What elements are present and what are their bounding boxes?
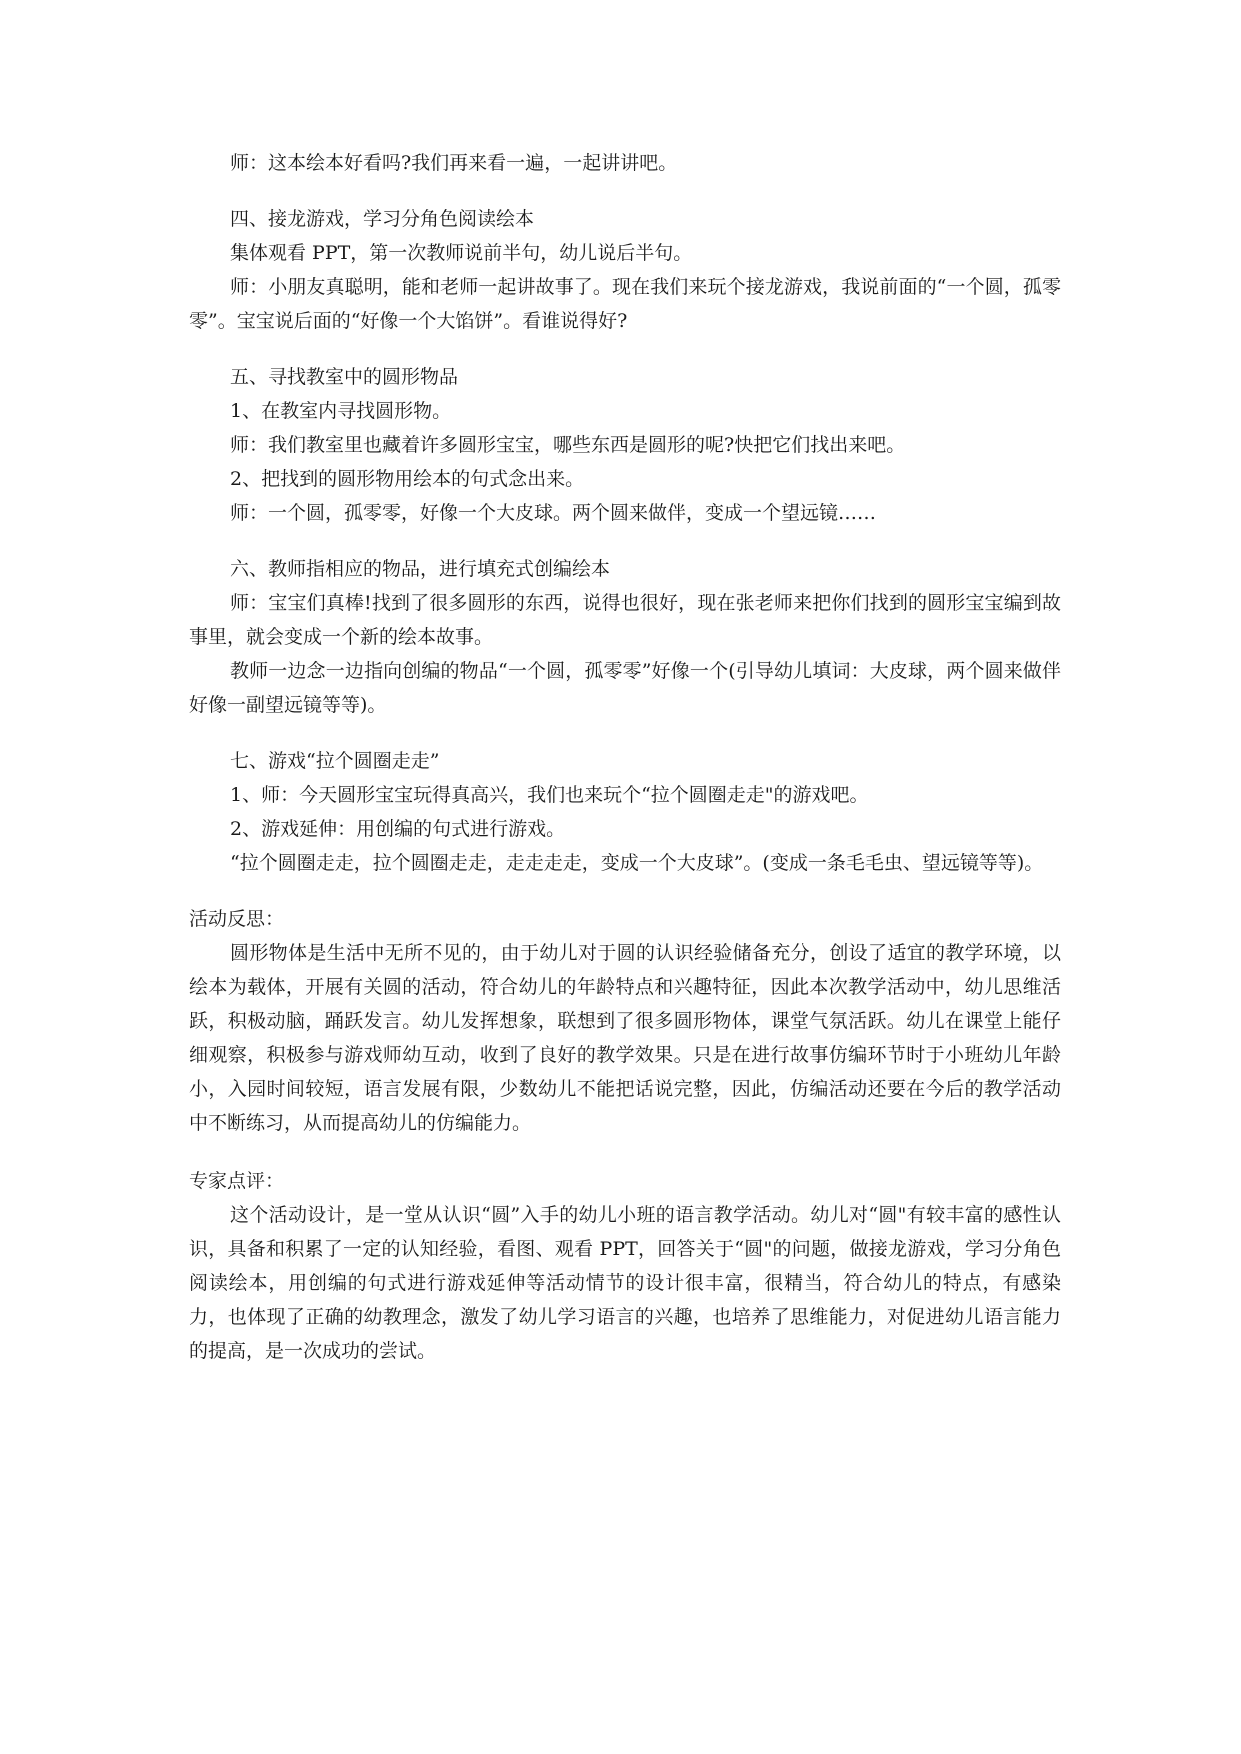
paragraph: 师：一个圆，孤零零，好像一个大皮球。两个圆来做伴，变成一个望远镜…… — [230, 502, 877, 524]
paragraph: 师：这本绘本好看吗?我们再来看一遍，一起讲讲吧。 — [230, 152, 678, 174]
section-heading: 五、寻找教室中的圆形物品 — [230, 366, 459, 388]
paragraph: 这个活动设计，是一堂从认识“圆”入手的幼儿小班的语言教学活动。幼儿对“圆"有较丰富的感性认识，具备和积累了一定的认知经验，看图、观看 PPT，回答关于“圆"的问题，做接龙游戏，学习分角色阅读绘本，用创编的句式进行游戏延伸等活动情节的设计很丰富，很精当，符合幼儿的特点，有感染力，也体现了正确的幼教理念，激发了幼儿学习语言的兴趣，也培养了思维能力，对促进幼儿语言能力的提高，是一次成功的尝试。 — [189, 1204, 1061, 1362]
document-body — [189, 146, 1061, 1368]
section-heading: 七、游戏“拉个圆圈走走” — [230, 750, 440, 772]
section-heading: 专家点评： — [189, 1170, 285, 1192]
paragraph: “拉个圆圈走走，拉个圆圈走走，走走走走，变成一个大皮球”。(变成一条毛毛虫、望远镜等等)。 — [230, 852, 1044, 874]
paragraph: 师：宝宝们真棒!找到了很多圆形的东西，说得也很好，现在张老师来把你们找到的圆形宝宝编到故事里，就会变成一个新的绘本故事。 — [189, 592, 1061, 648]
paragraph: 师：小朋友真聪明，能和老师一起讲故事了。现在我们来玩个接龙游戏，我说前面的“一个圆，孤零零”。宝宝说后面的“好像一个大馅饼”。看谁说得好? — [189, 276, 1061, 332]
paragraph: 2、把找到的圆形物用绘本的句式念出来。 — [230, 468, 585, 490]
section-heading: 四、接龙游戏，学习分角色阅读绘本 — [230, 208, 535, 230]
paragraph: 1、在教室内寻找圆形物。 — [230, 400, 452, 422]
paragraph: 1、师：今天圆形宝宝玩得真高兴，我们也来玩个“拉个圆圈走走"的游戏吧。 — [230, 784, 869, 806]
paragraph: 2、游戏延伸：用创编的句式进行游戏。 — [230, 818, 566, 840]
paragraph: 集体观看 PPT，第一次教师说前半句，幼儿说后半句。 — [230, 242, 693, 264]
section-heading: 六、教师指相应的物品，进行填充式创编绘本 — [230, 558, 611, 580]
paragraph: 教师一边念一边指向创编的物品“一个圆，孤零零”好像一个(引导幼儿填词：大皮球，两个圆来做伴好像一副望远镜等等)。 — [189, 660, 1061, 716]
section-heading: 活动反思： — [189, 908, 285, 930]
paragraph: 师：我们教室里也藏着许多圆形宝宝，哪些东西是圆形的呢?快把它们找出来吧。 — [230, 434, 906, 456]
paragraph: 圆形物体是生活中无所不见的，由于幼儿对于圆的认识经验储备充分，创设了适宜的教学环境，以绘本为载体，开展有关圆的活动，符合幼儿的年龄特点和兴趣特征，因此本次教学活动中，幼儿思维活跃，积极动脑，踊跃发言。幼儿发挥想象，联想到了很多圆形物体，课堂气氛活跃。幼儿在课堂上能仔细观察，积极参与游戏师幼互动，收到了良好的教学效果。只是在进行故事仿编环节时于小班幼儿年龄小，入园时间较短，语言发展有限，少数幼儿不能把话说完整，因此，仿编活动还要在今后的教学活动中不断练习，从而提高幼儿的仿编能力。 — [189, 942, 1061, 1134]
